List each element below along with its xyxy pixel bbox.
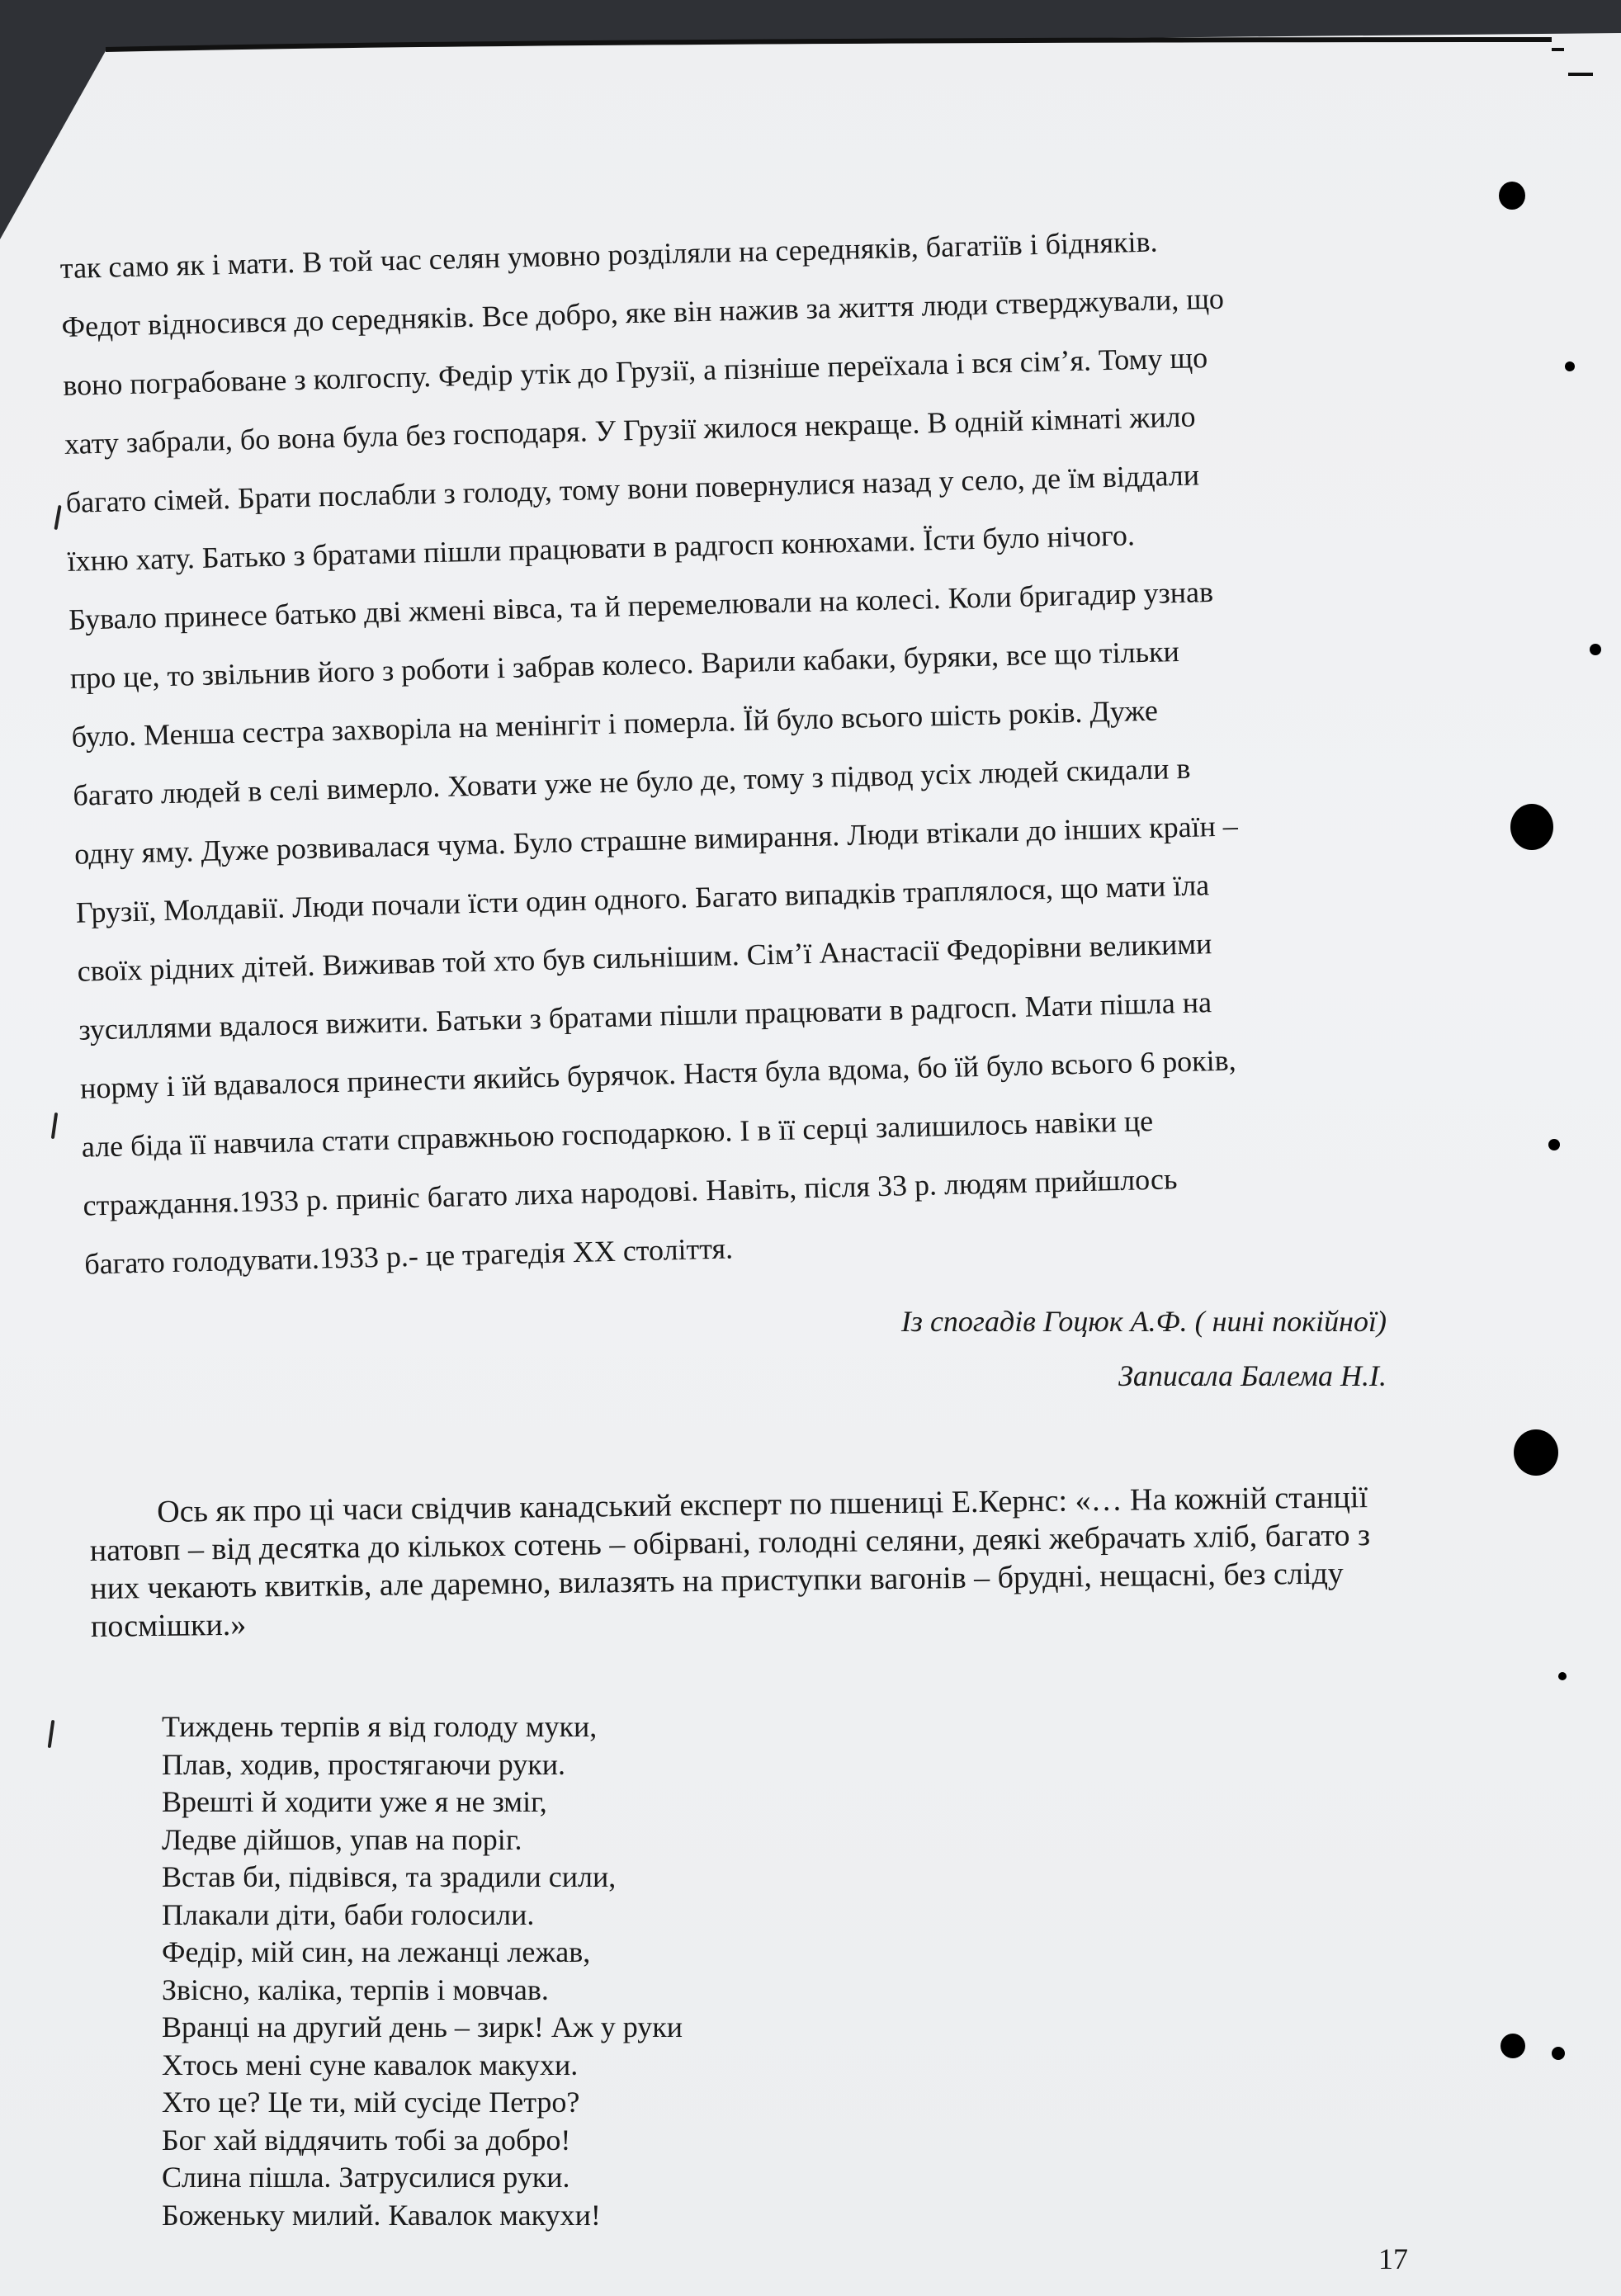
- prose-line: своїх рідних дітей. Виживав той хто був сильнішим. Сім’ї Анастасії Федорівни великими: [77, 927, 1212, 988]
- prose-line: хату забрали, бо вона була без господаря. У Грузії жилося некраще. В одній кімнаті жило: [64, 399, 1196, 461]
- poem-line: Хто це? Це ти, мій сусіде Петро?: [162, 2086, 580, 2119]
- punch-hole: [1510, 804, 1553, 850]
- memoir-text: [59, 206, 1422, 1293]
- prose-line: воно пограбоване з колгоспу. Федір утік до Грузії, а пізніше переїхала і вся сім’я. Тому що: [62, 341, 1208, 402]
- prose-line: Федот відносився до середняків. Все добро, яке він нажив за життя люди стверджували, що: [61, 281, 1225, 343]
- prose-line: Бувало принесе батько дві жмені вівса, та й перемелювали на колесі. Коли бригадир узнав: [68, 574, 1214, 636]
- prose-line: одну яму. Дуже розвивалася чума. Було страшне вимирання. Люди втікали до інших країн –: [73, 809, 1239, 871]
- poem-line: Ледве дійшов, упав на поріг.: [162, 1822, 522, 1856]
- poem-line: Хтось мені суне кавалок макухи.: [162, 2048, 579, 2081]
- prose-line: страждання.1933 р. приніс багато лиха народові. Навіть, після 33 р. людям прийшлось: [83, 1162, 1178, 1222]
- prose-line: багато голодувати.1933 р.- це трагедія ХХ століття.: [83, 1231, 734, 1281]
- punch-hole: [1514, 1429, 1558, 1476]
- poem-line: Федір, мій син, на лежанці лежав,: [162, 1935, 591, 1968]
- prose-line: Грузії, Молдавії. Люди почали їсти один одного. Багато випадків траплялося, що мати їла: [75, 868, 1210, 929]
- margin-mark: [48, 1720, 55, 1748]
- poem-line: Врешті й ходити уже я не зміг,: [162, 1785, 547, 1818]
- prose-line: так само як і мати. В той час селян умовно розділяли на середняків, багатіїв і бідняків.: [59, 224, 1158, 285]
- poem-line: Слина пішла. Затрусилися руки.: [162, 2161, 570, 2194]
- poem-line: Плав, ходив, простягаючи руки.: [162, 1747, 565, 1781]
- quote-paragraph-block: [89, 1478, 1387, 1646]
- prose-line: зусиллями вдалося вижити. Батьки з братами пішли працювати в радгосп. Мати пішла на: [78, 985, 1212, 1046]
- prose-line: багато сімей. Брати послабли з голоду, тому вони повернулися назад у село, де їм віддали: [65, 458, 1200, 519]
- prose-line: багато людей в селі вимерло. Ховати уже не було де, тому з підвод усіх людей скидали в: [72, 751, 1191, 812]
- poem-line: Встав би, підвівся, та зрадили сили,: [162, 1860, 617, 1893]
- prose-line: норму і їй вдавалося принести якийсь бурячок. Настя була вдома, бо їй було всього 6 років,: [79, 1043, 1237, 1105]
- poem: [162, 1708, 683, 2234]
- punch-hole: [1590, 644, 1601, 655]
- recorder-attribution: Записала Балема Н.І.: [1118, 1359, 1387, 1392]
- poem-line: Плакали діти, баби голосили.: [162, 1897, 535, 1931]
- poem-line: Бог хай віддячить тобі за добро!: [162, 2123, 571, 2157]
- punch-hole: [1565, 361, 1575, 371]
- prose-line: було. Менша сестра захворіла на менінгіт і померла. Їй було всього шість років. Дуже: [71, 693, 1159, 754]
- punch-hole: [1552, 2047, 1565, 2060]
- prose-line: але біда її навчила стати справжньою господаркою. І в її серці залишилось навіки це: [81, 1103, 1154, 1164]
- quote-paragraph: Ось як про ці часи свідчив канадський експерт по пшениці Е.Кернс: «… На кожній станції натовп – від десятка до кількох сотень – обірвані, голодні селяни, деякі жебрачать хліб, багато з них чекають квитків, але даремно, вилазять на приступки вагонів – брудні, нещасні, без сліду посмішки.»: [89, 1480, 1371, 1644]
- poem-line: Тиждень терпів я від голоду муки,: [162, 1710, 598, 1743]
- punch-hole: [1499, 182, 1525, 210]
- punch-hole: [1558, 1672, 1567, 1680]
- poem-line: Вранці на другий день – зирк! Аж у руки: [162, 2010, 683, 2043]
- prose-line: їхню хату. Батько з братами пішли працювати в радгосп конюхами. Їсти було нічого.: [67, 518, 1136, 578]
- margin-mark: [54, 505, 61, 530]
- poem-line: Боженьку милий. Кавалок макухи!: [162, 2198, 601, 2232]
- page-number: 17: [1378, 2242, 1408, 2275]
- punch-hole: [1500, 2034, 1525, 2058]
- prose-line: про це, то звільнив його з роботи і забрав колесо. Варили кабаки, буряки, все що тільки: [69, 635, 1180, 695]
- source-attribution: Із спогадів Гоцюк А.Ф. ( нині покійної): [900, 1305, 1387, 1338]
- poem-line: Звісно, каліка, терпів і мовчав.: [162, 1972, 549, 2006]
- punch-hole: [1548, 1139, 1560, 1150]
- margin-mark: [51, 1113, 58, 1139]
